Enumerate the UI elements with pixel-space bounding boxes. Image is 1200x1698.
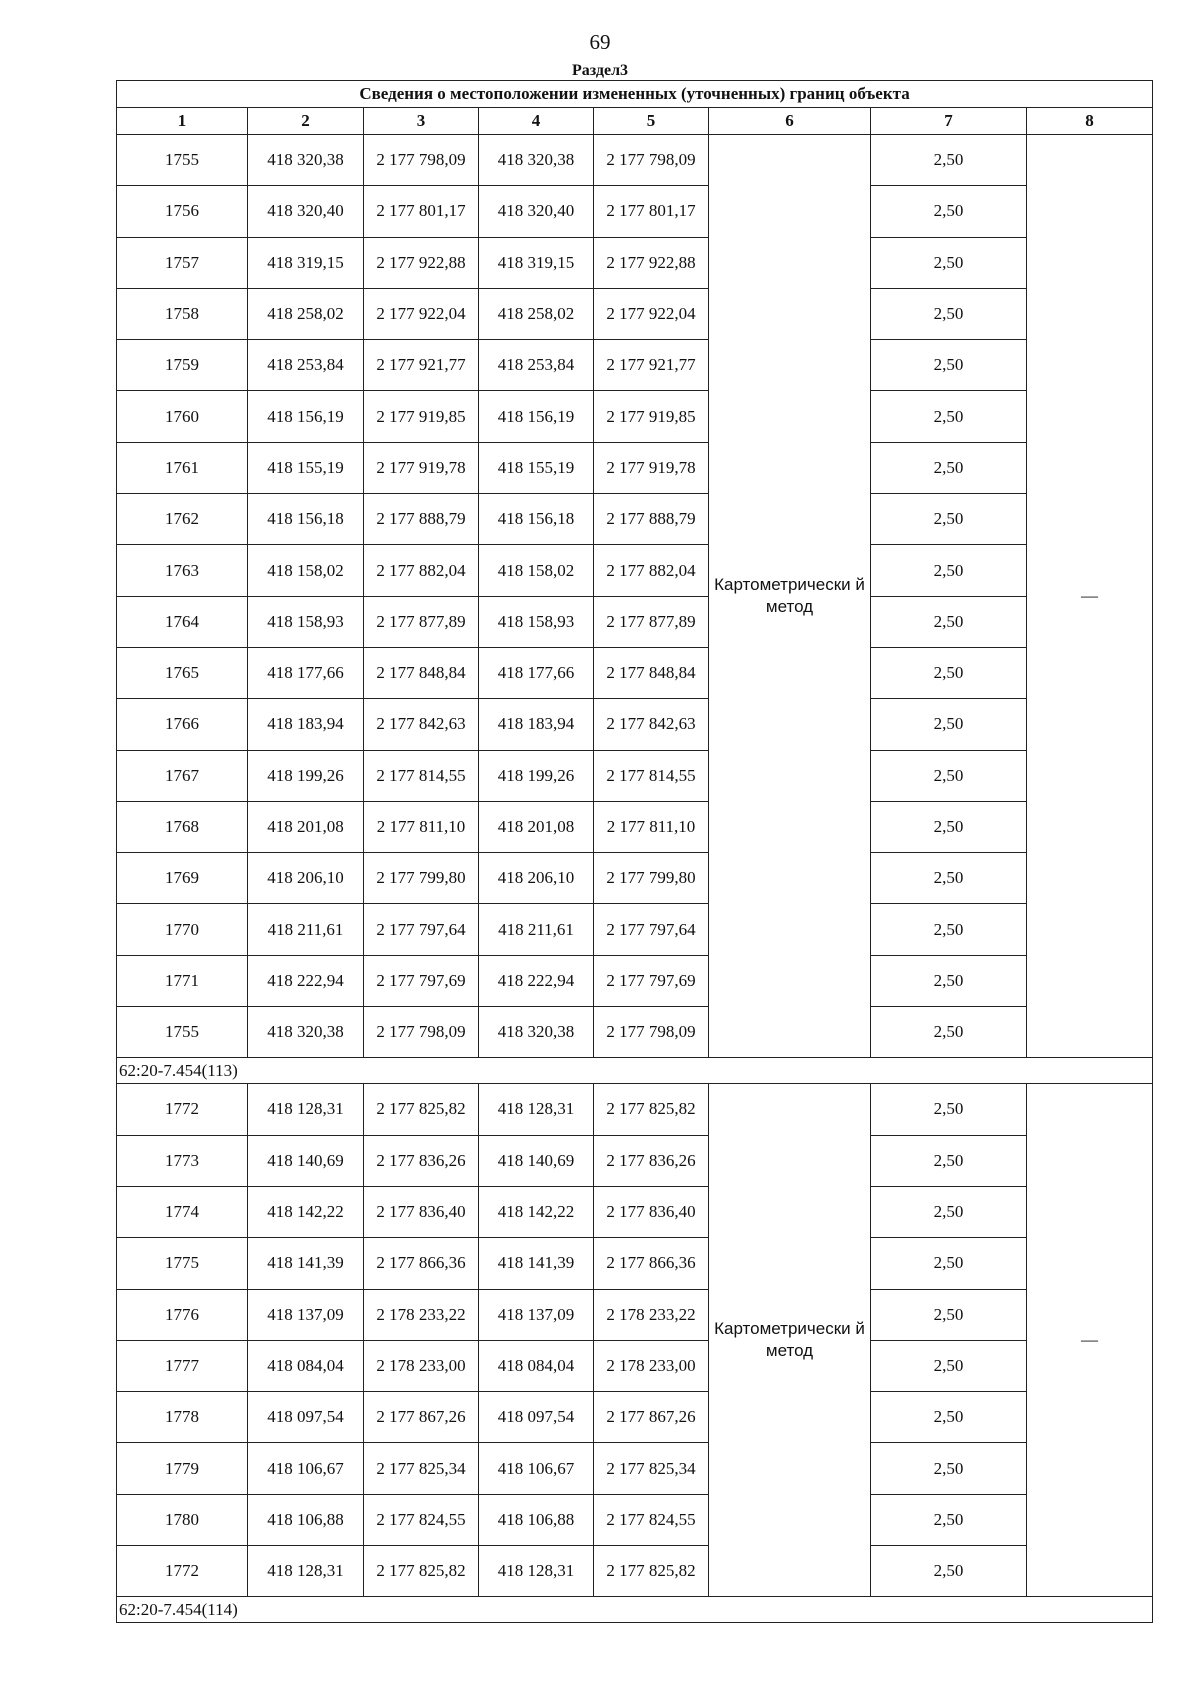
table-row [117,750,1153,801]
note-cell: — [1027,1084,1153,1597]
y-coordinate-existing: 2 177 797,64 [364,904,479,955]
accuracy-value: 2,50 [871,699,1027,750]
table-row [117,801,1153,852]
table-row [117,1340,1153,1391]
table-row [117,442,1153,493]
y-coordinate-new: 2 177 798,09 [594,135,709,186]
y-coordinate-new: 2 177 866,36 [594,1238,709,1289]
x-coordinate-new: 418 320,38 [479,1007,594,1058]
x-coordinate-existing: 418 222,94 [248,955,364,1006]
point-number: 1758 [117,288,248,339]
x-coordinate-existing: 418 156,18 [248,494,364,545]
method-cell: Картометрически й метод [709,1084,871,1597]
y-coordinate-new: 2 177 922,04 [594,288,709,339]
note-cell: — [1027,135,1153,1058]
y-coordinate-new: 2 177 811,10 [594,801,709,852]
accuracy-value: 2,50 [871,904,1027,955]
y-coordinate-existing: 2 177 842,63 [364,699,479,750]
table-row [117,955,1153,1006]
accuracy-value: 2,50 [871,340,1027,391]
y-coordinate-existing: 2 177 919,78 [364,442,479,493]
x-coordinate-new: 418 158,02 [479,545,594,596]
y-coordinate-new: 2 177 888,79 [594,494,709,545]
y-coordinate-new: 2 177 882,04 [594,545,709,596]
y-coordinate-existing: 2 178 233,00 [364,1340,479,1391]
x-coordinate-new: 418 201,08 [479,801,594,852]
x-coordinate-existing: 418 319,15 [248,237,364,288]
parcel-label-row [117,1597,1153,1623]
accuracy-value: 2,50 [871,1392,1027,1443]
accuracy-value: 2,50 [871,596,1027,647]
table-row [117,1392,1153,1443]
y-coordinate-existing: 2 177 799,80 [364,853,479,904]
point-number: 1760 [117,391,248,442]
point-number: 1755 [117,135,248,186]
point-number: 1759 [117,340,248,391]
x-coordinate-new: 418 156,18 [479,494,594,545]
x-coordinate-new: 418 106,67 [479,1443,594,1494]
x-coordinate-existing: 418 141,39 [248,1238,364,1289]
accuracy-value: 2,50 [871,647,1027,698]
point-number: 1757 [117,237,248,288]
y-coordinate-existing: 2 177 824,55 [364,1494,479,1545]
y-coordinate-existing: 2 177 848,84 [364,647,479,698]
boundary-table [116,80,1153,1623]
y-coordinate-new: 2 177 836,40 [594,1186,709,1237]
y-coordinate-existing: 2 177 922,04 [364,288,479,339]
x-coordinate-existing: 418 211,61 [248,904,364,955]
accuracy-value: 2,50 [871,1546,1027,1597]
accuracy-value: 2,50 [871,1289,1027,1340]
table-row [117,853,1153,904]
y-coordinate-new: 2 178 233,00 [594,1340,709,1391]
x-coordinate-existing: 418 320,38 [248,135,364,186]
x-coordinate-existing: 418 177,66 [248,647,364,698]
y-coordinate-existing: 2 177 801,17 [364,186,479,237]
table-row [117,596,1153,647]
point-number: 1762 [117,494,248,545]
accuracy-value: 2,50 [871,1238,1027,1289]
point-number: 1755 [117,1007,248,1058]
accuracy-value: 2,50 [871,135,1027,186]
table-caption-row [117,81,1153,108]
y-coordinate-new: 2 177 922,88 [594,237,709,288]
point-number: 1777 [117,1340,248,1391]
accuracy-value: 2,50 [871,442,1027,493]
accuracy-value: 2,50 [871,853,1027,904]
y-coordinate-existing: 2 177 877,89 [364,596,479,647]
x-coordinate-new: 418 320,38 [479,135,594,186]
y-coordinate-existing: 2 177 922,88 [364,237,479,288]
x-coordinate-existing: 418 140,69 [248,1135,364,1186]
x-coordinate-existing: 418 128,31 [248,1546,364,1597]
table-row [117,1186,1153,1237]
x-coordinate-new: 418 183,94 [479,699,594,750]
x-coordinate-new: 418 319,15 [479,237,594,288]
x-coordinate-new: 418 097,54 [479,1392,594,1443]
page-number: 69 [589,30,611,54]
x-coordinate-existing: 418 206,10 [248,853,364,904]
x-coordinate-existing: 418 320,40 [248,186,364,237]
y-coordinate-new: 2 177 814,55 [594,750,709,801]
y-coordinate-new: 2 177 842,63 [594,699,709,750]
accuracy-value: 2,50 [871,494,1027,545]
y-coordinate-new: 2 177 877,89 [594,596,709,647]
table-row [117,1084,1153,1135]
point-number: 1769 [117,853,248,904]
x-coordinate-new: 418 258,02 [479,288,594,339]
table-row [117,699,1153,750]
table-row [117,288,1153,339]
accuracy-value: 2,50 [871,1494,1027,1545]
table-caption: Сведения о местоположении измененных (уточненных) границ объекта [117,81,1153,108]
table-row [117,545,1153,596]
y-coordinate-existing: 2 177 798,09 [364,1007,479,1058]
point-number: 1774 [117,1186,248,1237]
table-row [117,904,1153,955]
accuracy-value: 2,50 [871,1007,1027,1058]
column-header: 6 [709,108,871,135]
y-coordinate-existing: 2 177 797,69 [364,955,479,1006]
y-coordinate-new: 2 177 848,84 [594,647,709,698]
point-number: 1764 [117,596,248,647]
x-coordinate-existing: 418 128,31 [248,1084,364,1135]
x-coordinate-existing: 418 106,88 [248,1494,364,1545]
table-row [117,340,1153,391]
y-coordinate-new: 2 177 919,85 [594,391,709,442]
y-coordinate-existing: 2 177 825,82 [364,1546,479,1597]
column-header: 1 [117,108,248,135]
y-coordinate-new: 2 177 836,26 [594,1135,709,1186]
accuracy-value: 2,50 [871,288,1027,339]
x-coordinate-new: 418 158,93 [479,596,594,647]
accuracy-value: 2,50 [871,237,1027,288]
x-coordinate-existing: 418 199,26 [248,750,364,801]
table-row [117,494,1153,545]
table-row [117,186,1153,237]
accuracy-value: 2,50 [871,391,1027,442]
y-coordinate-new: 2 177 825,82 [594,1084,709,1135]
x-coordinate-new: 418 142,22 [479,1186,594,1237]
section-title: Раздел3 [571,62,629,79]
y-coordinate-new: 2 177 798,09 [594,1007,709,1058]
point-number: 1779 [117,1443,248,1494]
x-coordinate-new: 418 128,31 [479,1546,594,1597]
point-number: 1767 [117,750,248,801]
accuracy-value: 2,50 [871,1084,1027,1135]
point-number: 1776 [117,1289,248,1340]
x-coordinate-new: 418 140,69 [479,1135,594,1186]
accuracy-value: 2,50 [871,1340,1027,1391]
point-number: 1768 [117,801,248,852]
y-coordinate-existing: 2 178 233,22 [364,1289,479,1340]
x-coordinate-existing: 418 097,54 [248,1392,364,1443]
table-row [117,1289,1153,1340]
table-row [117,237,1153,288]
y-coordinate-new: 2 177 921,77 [594,340,709,391]
point-number: 1770 [117,904,248,955]
y-coordinate-existing: 2 177 866,36 [364,1238,479,1289]
y-coordinate-existing: 2 177 814,55 [364,750,479,801]
x-coordinate-existing: 418 253,84 [248,340,364,391]
point-number: 1771 [117,955,248,1006]
x-coordinate-new: 418 128,31 [479,1084,594,1135]
accuracy-value: 2,50 [871,545,1027,596]
accuracy-value: 2,50 [871,801,1027,852]
y-coordinate-existing: 2 177 836,26 [364,1135,479,1186]
parcel-label-row [117,1058,1153,1084]
table-row [117,647,1153,698]
point-number: 1766 [117,699,248,750]
table-row [117,1135,1153,1186]
y-coordinate-new: 2 177 797,64 [594,904,709,955]
parcel-label: 62:20-7.454(114) [117,1597,1153,1623]
y-coordinate-new: 2 177 799,80 [594,853,709,904]
accuracy-value: 2,50 [871,955,1027,1006]
accuracy-value: 2,50 [871,1135,1027,1186]
y-coordinate-existing: 2 177 882,04 [364,545,479,596]
x-coordinate-existing: 418 183,94 [248,699,364,750]
table-row [117,1238,1153,1289]
point-number: 1775 [117,1238,248,1289]
x-coordinate-new: 418 156,19 [479,391,594,442]
y-coordinate-existing: 2 177 919,85 [364,391,479,442]
y-coordinate-existing: 2 177 825,34 [364,1443,479,1494]
x-coordinate-existing: 418 320,38 [248,1007,364,1058]
method-cell: Картометрически й метод [709,135,871,1058]
table-row [117,135,1153,186]
x-coordinate-existing: 418 106,67 [248,1443,364,1494]
x-coordinate-existing: 418 258,02 [248,288,364,339]
point-number: 1761 [117,442,248,493]
y-coordinate-existing: 2 177 888,79 [364,494,479,545]
x-coordinate-existing: 418 137,09 [248,1289,364,1340]
x-coordinate-new: 418 211,61 [479,904,594,955]
x-coordinate-existing: 418 201,08 [248,801,364,852]
table-row [117,1546,1153,1597]
table-row [117,1494,1153,1545]
accuracy-value: 2,50 [871,1186,1027,1237]
accuracy-value: 2,50 [871,750,1027,801]
accuracy-value: 2,50 [871,1443,1027,1494]
point-number: 1778 [117,1392,248,1443]
x-coordinate-existing: 418 155,19 [248,442,364,493]
y-coordinate-new: 2 177 919,78 [594,442,709,493]
y-coordinate-new: 2 177 825,82 [594,1546,709,1597]
table-body [117,135,1153,1623]
column-header: 3 [364,108,479,135]
y-coordinate-existing: 2 177 921,77 [364,340,479,391]
x-coordinate-new: 418 199,26 [479,750,594,801]
y-coordinate-existing: 2 177 798,09 [364,135,479,186]
accuracy-value: 2,50 [871,186,1027,237]
column-header: 2 [248,108,364,135]
x-coordinate-existing: 418 158,93 [248,596,364,647]
table-row [117,1007,1153,1058]
x-coordinate-new: 418 177,66 [479,647,594,698]
x-coordinate-existing: 418 142,22 [248,1186,364,1237]
x-coordinate-existing: 418 158,02 [248,545,364,596]
column-header: 8 [1027,108,1153,135]
y-coordinate-new: 2 177 797,69 [594,955,709,1006]
y-coordinate-existing: 2 177 867,26 [364,1392,479,1443]
y-coordinate-existing: 2 177 825,82 [364,1084,479,1135]
x-coordinate-new: 418 155,19 [479,442,594,493]
x-coordinate-new: 418 141,39 [479,1238,594,1289]
x-coordinate-existing: 418 156,19 [248,391,364,442]
y-coordinate-existing: 2 177 811,10 [364,801,479,852]
point-number: 1763 [117,545,248,596]
y-coordinate-new: 2 177 801,17 [594,186,709,237]
point-number: 1765 [117,647,248,698]
x-coordinate-existing: 418 084,04 [248,1340,364,1391]
y-coordinate-new: 2 178 233,22 [594,1289,709,1340]
point-number: 1756 [117,186,248,237]
y-coordinate-new: 2 177 824,55 [594,1494,709,1545]
point-number: 1780 [117,1494,248,1545]
table-row [117,1443,1153,1494]
x-coordinate-new: 418 320,40 [479,186,594,237]
table-row [117,391,1153,442]
y-coordinate-new: 2 177 867,26 [594,1392,709,1443]
x-coordinate-new: 418 106,88 [479,1494,594,1545]
point-number: 1773 [117,1135,248,1186]
y-coordinate-new: 2 177 825,34 [594,1443,709,1494]
x-coordinate-new: 418 253,84 [479,340,594,391]
point-number: 1772 [117,1084,248,1135]
x-coordinate-new: 418 206,10 [479,853,594,904]
x-coordinate-new: 418 137,09 [479,1289,594,1340]
x-coordinate-new: 418 222,94 [479,955,594,1006]
column-header: 5 [594,108,709,135]
column-header: 7 [871,108,1027,135]
parcel-label: 62:20-7.454(113) [117,1058,1153,1084]
point-number: 1772 [117,1546,248,1597]
column-header: 4 [479,108,594,135]
x-coordinate-new: 418 084,04 [479,1340,594,1391]
table-header-row [117,108,1153,135]
y-coordinate-existing: 2 177 836,40 [364,1186,479,1237]
